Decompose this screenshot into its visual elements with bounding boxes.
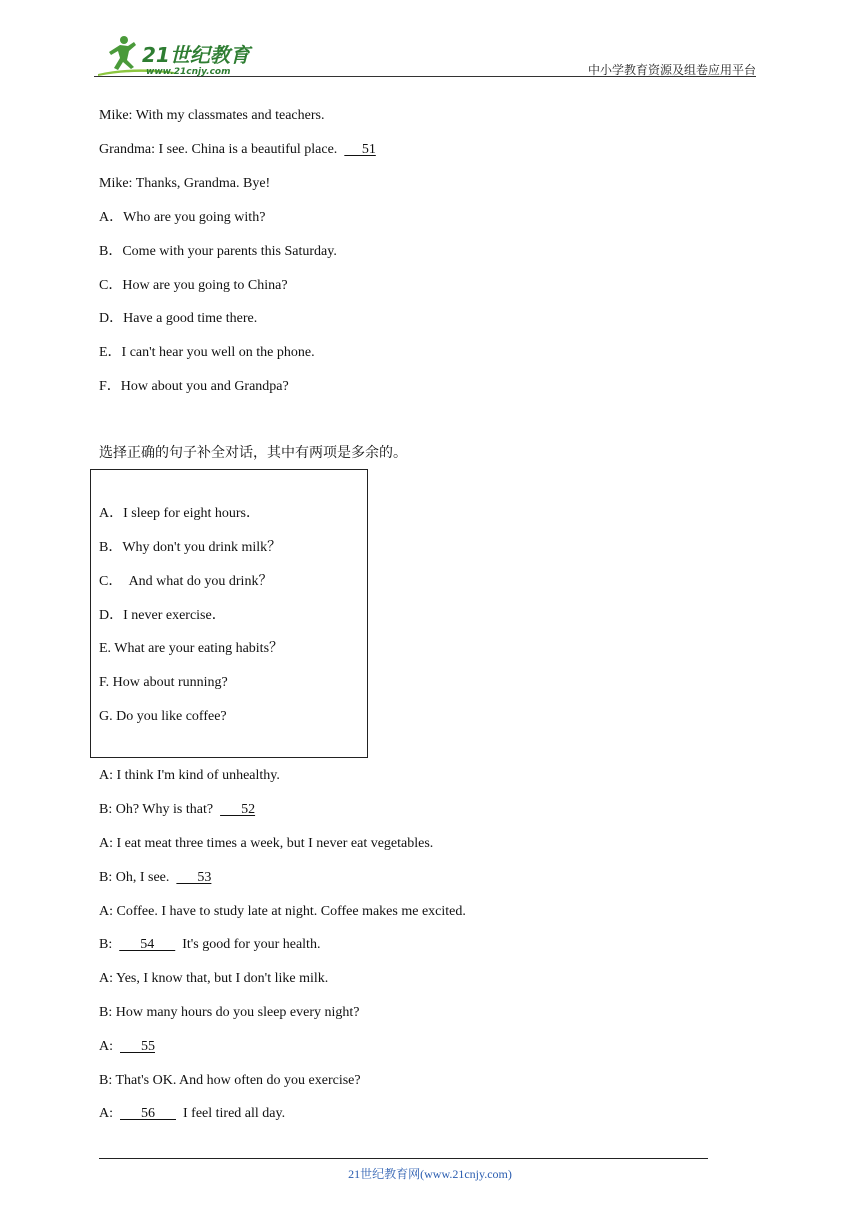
option-item: A．Who are you going with?	[99, 210, 266, 225]
dialog1-line: Mike: Thanks, Grandma. Bye!	[99, 176, 271, 191]
answer-blank: 56	[120, 1106, 176, 1121]
header-divider	[94, 76, 756, 77]
dialog2-line: B: That's OK. And how often do you exercise?	[99, 1073, 361, 1088]
box-option-item: F. How about running?	[99, 675, 228, 690]
dialog2-line: A: Coffee. I have to study late at night. Coffee makes me excited.	[99, 904, 466, 919]
section-instruction: 选择正确的句子补全对话，其中有两项是多余的。	[99, 445, 407, 461]
dialog2-line: B: 54 It's good for your health.	[99, 937, 321, 952]
option-item: B．Come with your parents this Saturday.	[99, 244, 337, 259]
box-option-item: C． And what do you drink？	[99, 574, 273, 589]
dialog2-line: B: Oh? Why is that? 52	[99, 802, 256, 817]
option-item: D．Have a good time there.	[99, 311, 258, 326]
dialog2-line: A: 56 I feel tired all day.	[99, 1106, 286, 1121]
box-option-item: D．I never exercise．	[99, 608, 226, 623]
option-item: E．I can't hear you well on the phone.	[99, 345, 315, 360]
dialog1-line: Grandma: I see. China is a beautiful place. 51	[99, 142, 376, 157]
dialog2-line: A: Yes, I know that, but I don't like milk.	[99, 971, 329, 986]
footer-link[interactable]: 21世纪教育网(www.21cnjy.com)	[348, 1167, 512, 1181]
platform-title: 中小学教育资源及组卷应用平台	[587, 63, 756, 77]
page-header	[94, 34, 756, 78]
dialog2-line: A: I eat meat three times a week, but I never eat vegetables.	[99, 836, 434, 851]
answer-blank: 54	[119, 937, 176, 952]
dialog2-line: A: 55	[99, 1039, 155, 1054]
dialog2-line: B: Oh, I see. 53	[99, 870, 212, 885]
option-item: F．How about you and Grandpa?	[99, 379, 289, 394]
answer-blank: 52	[220, 802, 256, 817]
box-option-item: E. What are your eating habits？	[99, 641, 284, 656]
box-option-item: A．I sleep for eight hours．	[99, 506, 260, 521]
box-option-item: G. Do you like coffee?	[99, 709, 227, 724]
logo-sub-text: www.21cnjy.com	[146, 67, 231, 77]
answer-blank: 55	[120, 1039, 155, 1054]
option-item: C．How are you going to China?	[99, 278, 288, 293]
footer-divider	[99, 1158, 708, 1159]
answer-blank: 53	[176, 870, 212, 885]
logo-main-text: 21世纪教育	[142, 43, 250, 67]
box-option-item: B．Why don't you drink milk？	[99, 540, 282, 555]
dialog2-line: A: I think I'm kind of unhealthy.	[99, 768, 280, 783]
answer-blank: 51	[344, 142, 376, 157]
logo	[94, 34, 264, 78]
dialog1-line: Mike: With my classmates and teachers.	[99, 108, 325, 123]
dialog2-line: B: How many hours do you sleep every night?	[99, 1005, 360, 1020]
